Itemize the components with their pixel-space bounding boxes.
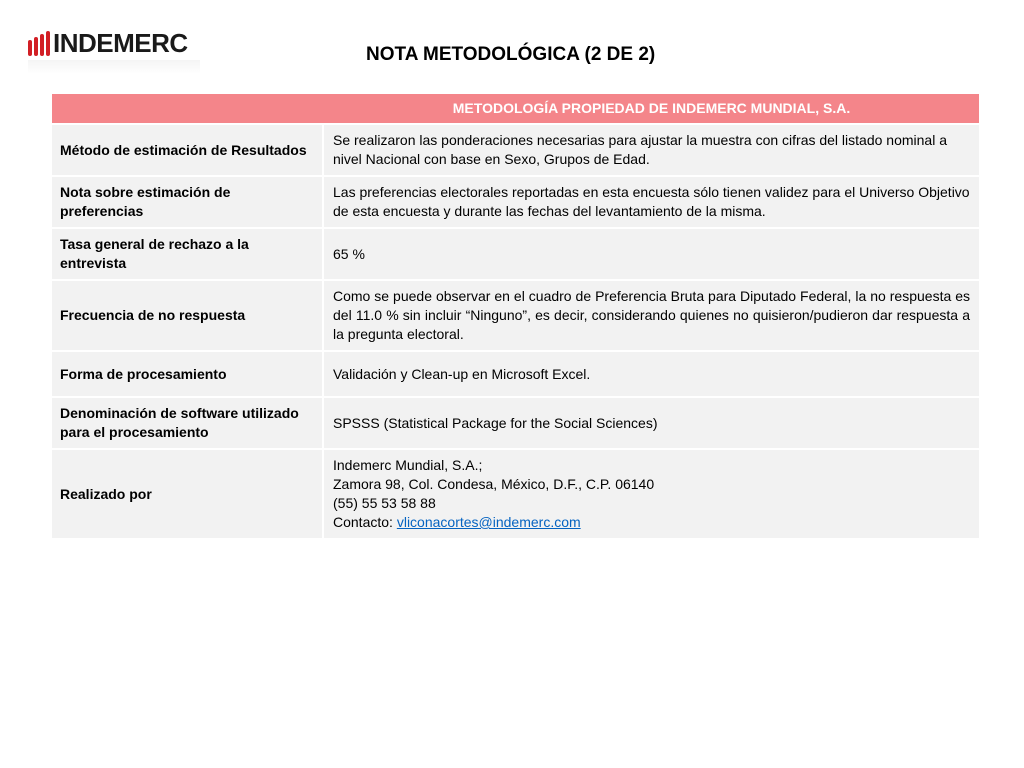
row-label: Tasa general de rechazo a la entrevista: [52, 229, 324, 281]
table-row: [52, 125, 979, 177]
table-row: [52, 398, 979, 450]
contact-line: [333, 513, 970, 532]
row-label: Frecuencia de no respuesta: [52, 281, 324, 352]
row-label: Nota sobre estimación de preferencias: [52, 177, 324, 229]
row-value: Validación y Clean-up en Microsoft Excel.: [324, 352, 979, 398]
logo-text: INDEMERC: [53, 28, 188, 58]
table-row: [52, 177, 979, 229]
row-label: Método de estimación de Resultados: [52, 125, 324, 177]
contact-email-link[interactable]: vliconacortes@indemerc.com: [396, 514, 581, 530]
header-empty-cell: [52, 94, 324, 125]
table-header: METODOLOGÍA PROPIEDAD DE INDEMERC MUNDIAL, S.A.: [324, 94, 979, 125]
row-value: SPSSS (Statistical Package for the Social Sciences): [324, 398, 979, 450]
company-address: Zamora 98, Col. Condesa, México, D.F., C.P. 06140: [333, 476, 655, 492]
logo-mark-icon: [28, 26, 50, 56]
row-value: Se realizaron las ponderaciones necesarias para ajustar la muestra con cifras del listado nominal a nivel Nacional con base en Sexo, Grupos de Edad.: [324, 125, 979, 177]
row-value: Las preferencias electorales reportadas en esta encuesta sólo tienen validez para el Universo Objetivo de esta encuesta y durante las fechas del levantamiento de la misma.: [324, 177, 979, 229]
page-title: NOTA METODOLÓGICA (2 DE 2): [366, 44, 656, 65]
contact-label: Contacto:: [333, 514, 397, 530]
company-phone: (55) 55 53 58 88: [333, 495, 436, 511]
row-value: 65 %: [324, 229, 979, 281]
company-name: Indemerc Mundial, S.A.;: [333, 457, 483, 473]
row-value-contact: [324, 450, 979, 540]
logo-reflection: [28, 60, 200, 74]
indemerc-logo: [28, 26, 188, 56]
table-row: [52, 450, 979, 540]
table-header-row: [52, 94, 979, 125]
methodology-table: [52, 94, 979, 540]
table-row: [52, 229, 979, 281]
table-row: [52, 281, 979, 352]
row-label: Denominación de software utilizado para el procesamiento: [52, 398, 324, 450]
row-label: Forma de procesamiento: [52, 352, 324, 398]
row-value: Como se puede observar en el cuadro de Preferencia Bruta para Diputado Federal, la no respuesta es del 11.0 % sin incluir “Ninguno”, es decir, considerando quienes no quisieron/pudieron dar respuesta a la pregunta electoral.: [324, 281, 979, 352]
row-label: Realizado por: [52, 450, 324, 540]
table-row: [52, 352, 979, 398]
